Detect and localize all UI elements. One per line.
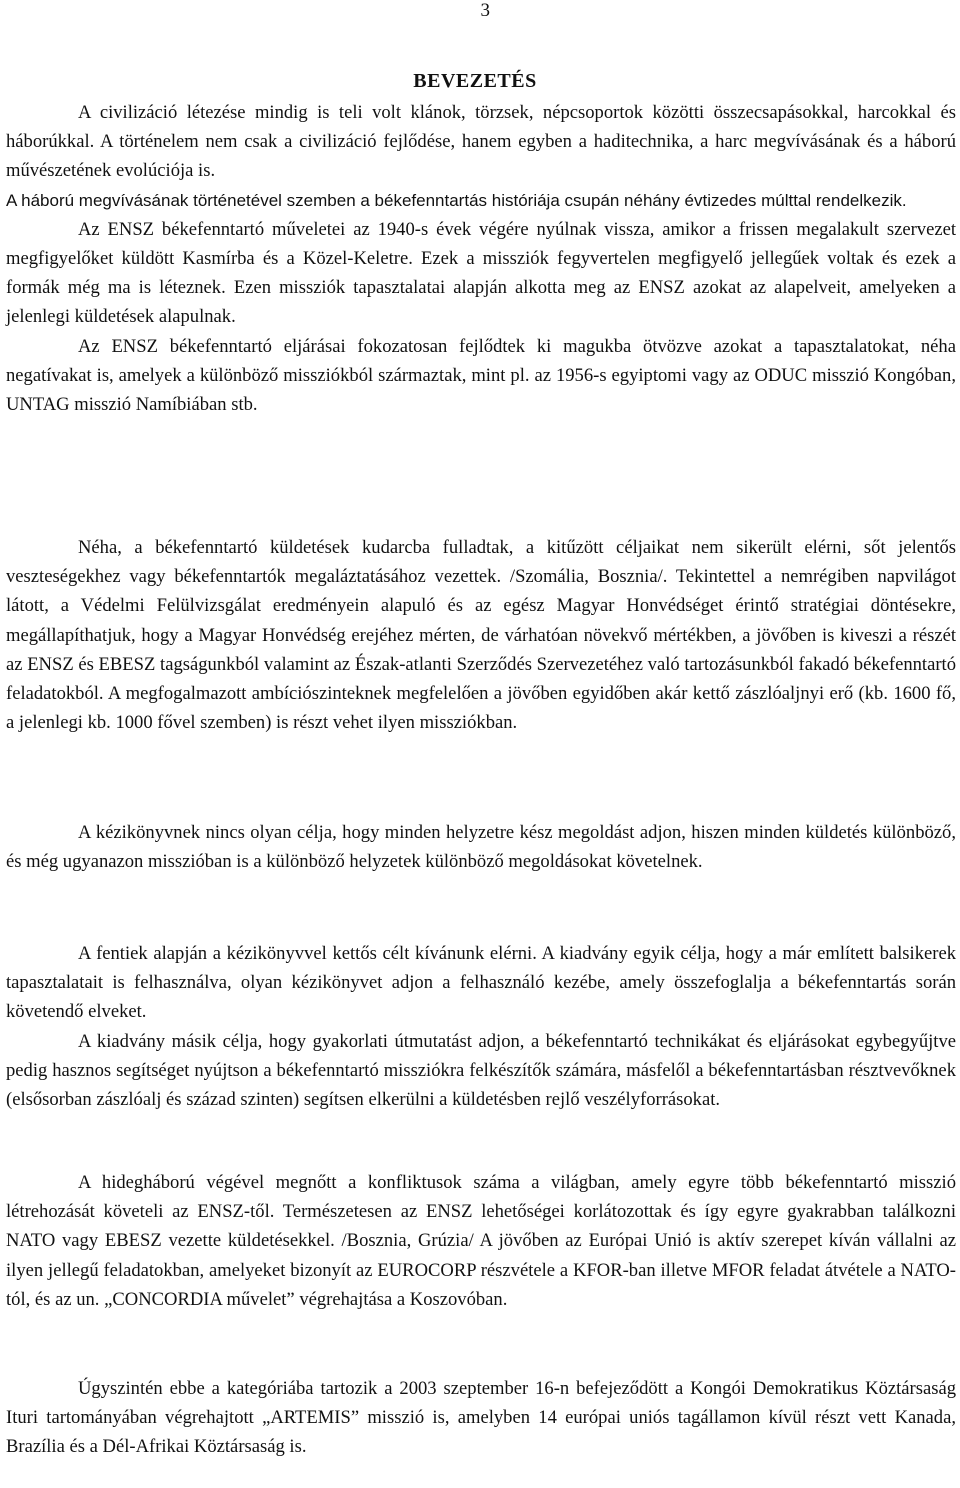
section-5 [6,1168,956,1314]
page-number: 3 [480,0,490,21]
paragraph-4: Néha, a békefenntartó küldetések kudarcba fulladtak, a kitűzött céljaikat nem sikerült elérni, sőt jelentős veszteségekhez vagy békefenntartók megaláztatásához vezettek. /Szomália, Bosznia/. Tekintettel a nemrégiben napvilágot látott, a Védelmi Felülvizsgálat eredményein alapuló és az egész Magyar Honvédséget érintő stratégiai döntésekre, megállapíthatjuk, hogy a Magyar Honvédség erejéhez mérten, de várhatóan növekvő mértékben, a jövőben is kiveszi a részét az ENSZ és EBESZ tagságunkból valamint az Észak-atlanti Szerződés Szervezetéhez való tartozásunkból fakadó békefenntartó feladatokból. A megfogalmazott ambíciószinteknek megfelelően a jövőben egyidőben akár kettő zászlóaljnyi erő (kb. 1600 fő, a jelenlegi kb. 1000 fővel szemben) is részt vehet ilyen missziókban. [6,537,956,734]
paragraph-7: A kiadvány másik célja, hogy gyakorlati útmutatást adjon, a békefenntartó technikákat és eljárásokat egybegyűjtve pedig hasznos segítséget nyújtson a békefenntartó missziókra felkészítők számára, másfelől a békefenntartásban résztvevőknek (elsősorban zászlóalj és század szinten) segítsen elkerülni a küldetésben rejlő veszélyforrásokat. [6,1030,956,1111]
section-2 [6,533,956,737]
paragraph-1b: A háború megvívásának történetével szemben a békefenntartás históriája csupán néhány évtizedes múlttal rendelkezik. [6,190,907,210]
section-3 [6,818,956,876]
paragraph-3: Az ENSZ békefenntartó eljárásai fokozatosan fejlődtek ki magukba ötvözve azokat a tapasztalatokat, néha negatívakat is, amelyek a különböző missziókból származtak, mint pl. az 1956-s egyiptomi vagy az ODUC misszió Kongóban, UNTAG misszió Namíbiában stb. [6,335,956,416]
paragraph-2: Az ENSZ békefenntartó műveletei az 1940-s évek végére nyúlnak vissza, amikor a frissen megalakult szervezet megfigyelőket küldött Kasmírba és a Közel-Keletre. Ezek a missziók fegyvertelen megfigyelő jellegűek voltak és ezek a formák még ma is léteznek. Ezen missziók tapasztalatai alapján alkotta meg az ENSZ azokat az alapelveit, amelyeken a jelenlegi küldetések alapulnak. [6,218,956,328]
paragraph-1: A civilizáció létezése mindig is teli volt klánok, törzsek, népcsoportok közötti összecsapásokkal, harcokkal és háborúkkal. A történelem nem csak a civilizáció fejlődése, hanem egyben a haditechnika, a harc megvívásának és a háború művészetének evolúciója is. [6,102,956,182]
paragraph-9: Úgyszintén ebbe a kategóriába tartozik a 2003 szeptember 16-n befejeződött a Kongói Demokratikus Köztársaság Ituri tartományában végrehajtott „ARTEMIS” misszió is, amelyben 14 európai uniós tagállamon kívül részt vett Kanada, Brazília és a Dél-Afrikai Köztársaság is. [6,1378,956,1458]
paragraph-8: A hidegháború végével megnőtt a konfliktusok száma a világban, amely egyre több békefenntartó misszió létrehozását követeli az ENSZ-től. Természetesen az ENSZ lehetőségei korlátozottak és így egyre gyakrabban találkozni NATO vagy EBESZ vezette küldetésekkel. /Bosznia, Grúzia/ A jövőben az Európai Unió is aktív szerepet kíván vállalni az ilyen jellegű feladatokban, amelyeket bizonyít az EUROCORP részvétele a KFOR-ban illetve MFOR feladat átvétele a NATO-tól, és az un. „CONCORDIA művelet” végrehajtása a Koszovóban. [6,1172,956,1310]
section-4 [6,939,956,1114]
section-6 [6,1374,956,1462]
paragraph-6: A fentiek alapján a kézikönyvvel kettős célt kívánunk elérni. A kiadvány egyik célja, hogy a már említett balsikerek tapasztalatait is felhasználva, olyan kézikönyvet adjon a felhasználó kezébe, amely összefoglalja a békefenntartás során követendő elveket. [6,943,956,1023]
page-title: BEVEZETÉS [413,70,537,92]
intro-section [6,98,956,419]
paragraph-5: A kézikönyvnek nincs olyan célja, hogy minden helyzetre kész megoldást adjon, hiszen minden küldetés különböző, és még ugyanazon misszióban is a különböző helyzetek különböző megoldásokat követelnek. [6,822,956,873]
